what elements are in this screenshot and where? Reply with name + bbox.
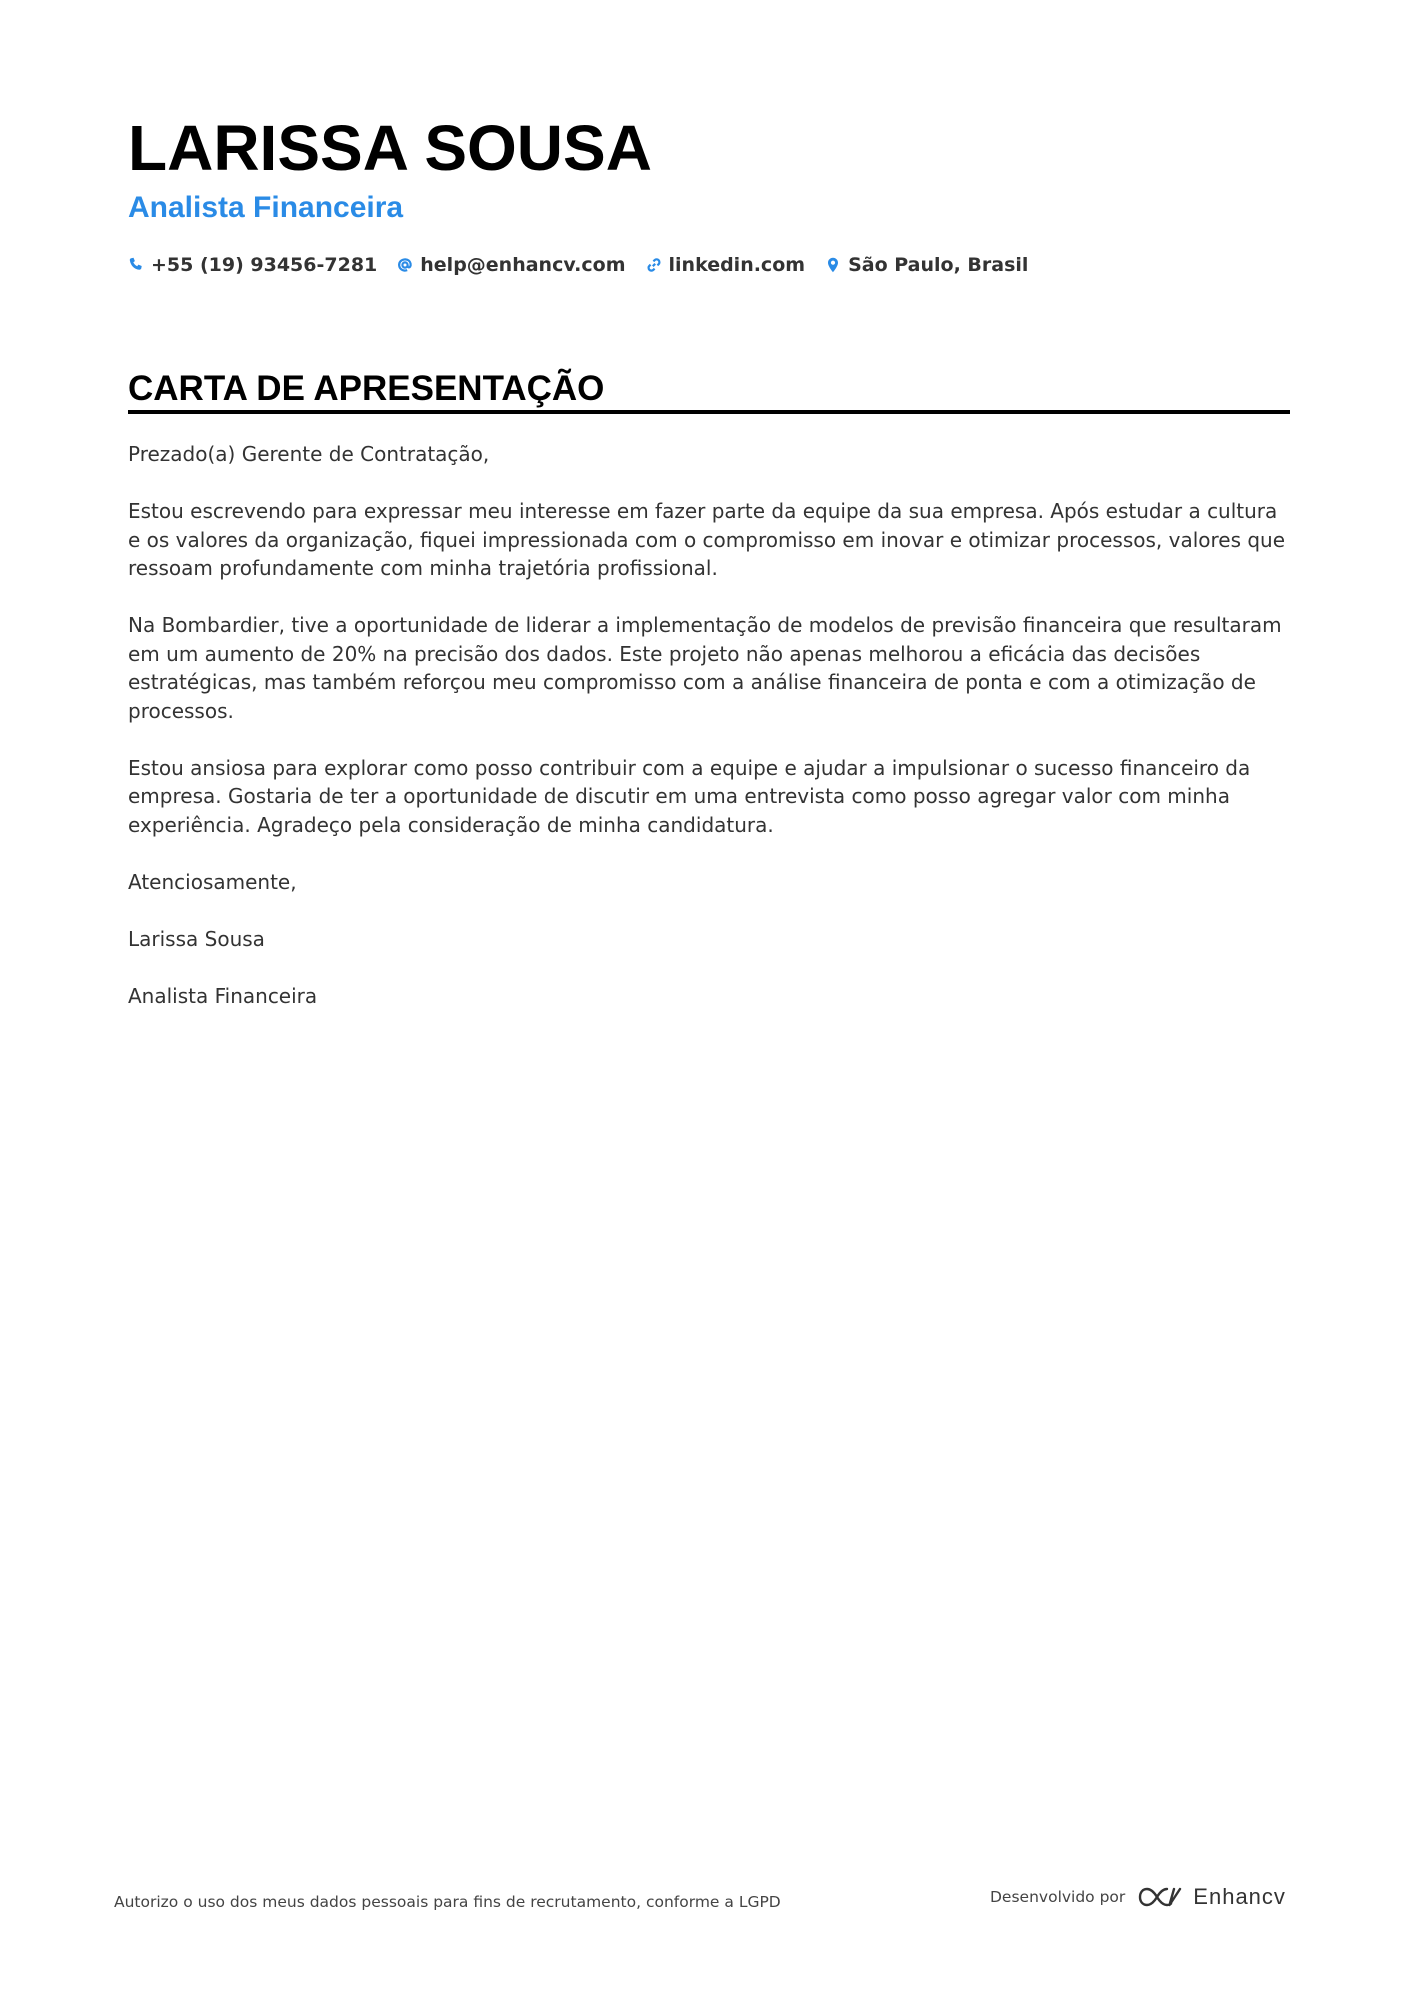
contact-email[interactable] [397,254,625,276]
linkedin-text: linkedin.com [668,254,806,276]
letter-body [128,440,1290,1039]
location-pin-icon [825,257,841,273]
candidate-title: Analista Financeira [128,191,404,224]
letter-closing: Atenciosamente, [128,869,297,894]
letter-greeting: Prezado(a) Gerente de Contratação, [128,442,490,466]
signature-title: Analista Financeira [128,983,318,1008]
enhancv-logo-icon [1137,1884,1183,1910]
contact-bar [128,254,1048,276]
contact-phone[interactable] [128,254,377,276]
at-icon [397,257,413,273]
section-divider [128,410,1290,414]
brand-name: Enhancv [1193,1884,1286,1909]
candidate-name: LARISSA SOUSA [128,112,652,184]
letter-paragraph: Na Bombardier, tive a oportunidade de liderar a implementação de modelos de previsão financeira que resultaram em um aumento de 20% na precisão dos dados. Este projeto não apenas melhorou a eficácia das decisões estratégicas, mas também reforçou meu compromisso com a análise financeira de ponta e com a otimização de processos. [128,613,1282,723]
contact-linkedin[interactable] [646,254,806,276]
phone-text: +55 (19) 93456-7281 [151,254,378,276]
powered-by-label: Desenvolvido por [990,1888,1126,1906]
link-icon [646,257,662,273]
contact-location [825,254,1028,276]
section-title: CARTA DE APRESENTAÇÃO [128,369,605,408]
email-text: help@enhancv.com [420,254,626,276]
letter-paragraph: Estou escrevendo para expressar meu interesse em fazer parte da equipe da sua empresa. Após estudar a cultura e os valores da organização, fiquei impressionada com o compromisso em inovar e otimizar processos, valores que ressoam profundamente com minha trajetória profissional. [128,499,1286,580]
letter-paragraph: Estou ansiosa para explorar como posso contribuir com a equipe e ajudar a impulsionar o sucesso financeiro da empresa. Gostaria de ter a oportunidade de discutir em uma entrevista como posso agregar valor com minha experiência. Agradeço pela consideração de minha candidatura. [128,755,1251,837]
powered-by[interactable] [990,1884,1286,1910]
location-text: São Paulo, Brasil [848,254,1029,276]
signature-name: Larissa Sousa [128,926,265,951]
consent-note: Autorizo o uso dos meus dados pessoais para fins de recrutamento, conforme a LGPD [114,1893,781,1911]
phone-icon [128,257,144,273]
